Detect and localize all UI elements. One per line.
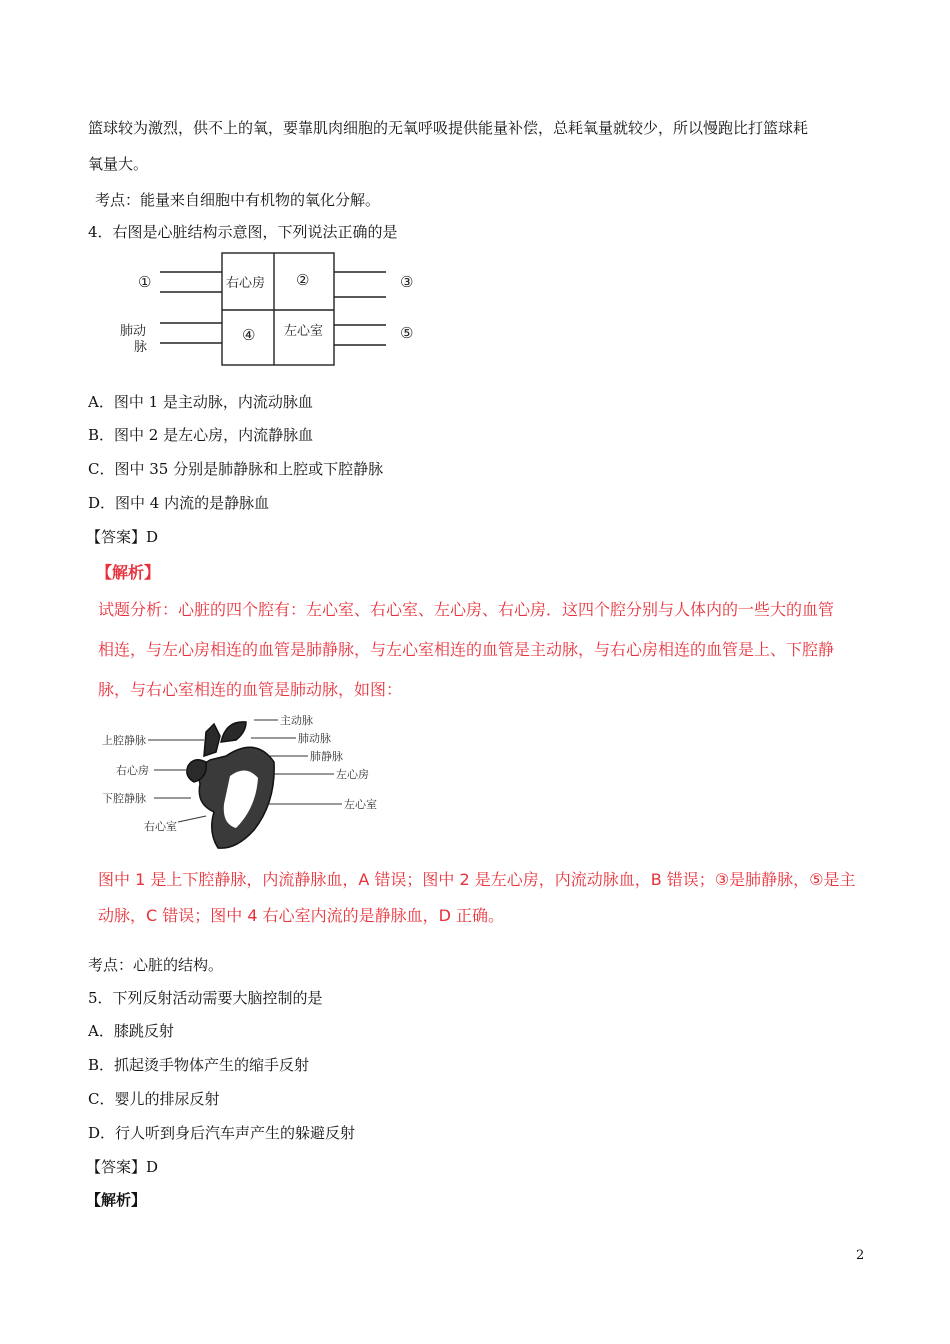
q4-option-a: A．图中 1 是主动脉，内流动脉血: [88, 393, 313, 411]
q5-answer: 【答案】D: [86, 1158, 159, 1176]
label-3: ③: [400, 273, 414, 291]
q4-option-d: D．图中 4 内流的是静脉血: [88, 494, 270, 512]
heart-schematic-diagram: [110, 250, 430, 370]
q4-conclusion-line-2: 动脉，C 错误；图中 4 右心室内流的是静脉血，D 正确。: [98, 906, 505, 925]
left-ventricle-label: 左心室: [284, 324, 324, 339]
q5-analysis-title: 【解析】: [86, 1191, 147, 1209]
prev-analysis-line-1: 篮球较为激烈，供不上的氧，要靠肌肉细胞的无氧呼吸提供能量补偿，总耗氧量就较少，所以慢跑比打篮球耗: [88, 119, 809, 137]
label-1: ①: [138, 273, 152, 291]
q4-option-c: C．图中 35 分别是肺静脉和上腔或下腔静脉: [88, 460, 384, 478]
superior-vena-cava-label: 上腔静脉: [102, 734, 146, 747]
label-4: ④: [242, 326, 256, 344]
pulmonary-artery-label: 肺动脉: [298, 732, 331, 745]
right-atrium-label: 右心房: [226, 276, 266, 291]
label-2: ②: [296, 271, 310, 289]
q5-option-a: A．膝跳反射: [88, 1022, 174, 1040]
q4-conclusion-line-1: 图中 1 是上下腔静脉，内流静脉血，A 错误；图中 2 是左心房，内流动脉血，B 错误；③是肺静脉，⑤是主: [98, 870, 856, 889]
inferior-vena-cava-label: 下腔静脉: [102, 792, 146, 805]
q5-stem: 5．下列反射活动需要大脑控制的是: [88, 989, 323, 1007]
q5-option-d: D．行人听到身后汽车声产生的躲避反射: [88, 1124, 356, 1142]
kaodian-energy: 考点：能量来自细胞中有机物的氧化分解。: [95, 191, 381, 209]
q5-option-c: C．婴儿的排尿反射: [88, 1090, 220, 1108]
q4-analysis-line-1: 试题分析：心脏的四个腔有：左心室、右心室、左心房、右心房．这四个腔分别与人体内的一些大的血管: [98, 600, 835, 619]
right-atrium-heart-label: 右心房: [116, 764, 149, 777]
heart-anatomy-illustration: [96, 712, 396, 862]
q4-analysis-line-2: 相连，与左心房相连的血管是肺静脉，与左心室相连的血管是主动脉，与右心房相连的血管是上、下腔静: [98, 640, 835, 659]
pulmonary-vein-label: 肺静脉: [310, 750, 343, 763]
left-atrium-label: 左心房: [336, 768, 369, 781]
left-ventricle-heart-label: 左心室: [344, 798, 377, 811]
q4-answer: 【答案】D: [86, 528, 159, 546]
q4-analysis-title: 【解析】: [96, 563, 161, 582]
pulmonary-artery-label-1: 肺动: [120, 324, 147, 339]
label-5: ⑤: [400, 324, 414, 342]
right-ventricle-label: 右心室: [144, 820, 177, 833]
q4-analysis-line-3: 脉，与右心室相连的血管是肺动脉，如图：: [98, 680, 403, 699]
pulmonary-artery-label-2: 脉: [134, 340, 148, 355]
heart-outline: [222, 253, 334, 365]
aorta-label: 主动脉: [280, 714, 313, 727]
q4-stem: 4．右图是心脏结构示意图，下列说法正确的是: [88, 223, 398, 241]
kaodian-heart: 考点：心脏的结构。: [88, 956, 224, 974]
page-number: 2: [856, 1248, 865, 1263]
q4-option-b: B．图中 2 是左心房，内流静脉血: [88, 426, 314, 444]
q5-option-b: B．抓起烫手物体产生的缩手反射: [88, 1056, 310, 1074]
prev-analysis-line-2: 氧量大。: [88, 155, 149, 173]
